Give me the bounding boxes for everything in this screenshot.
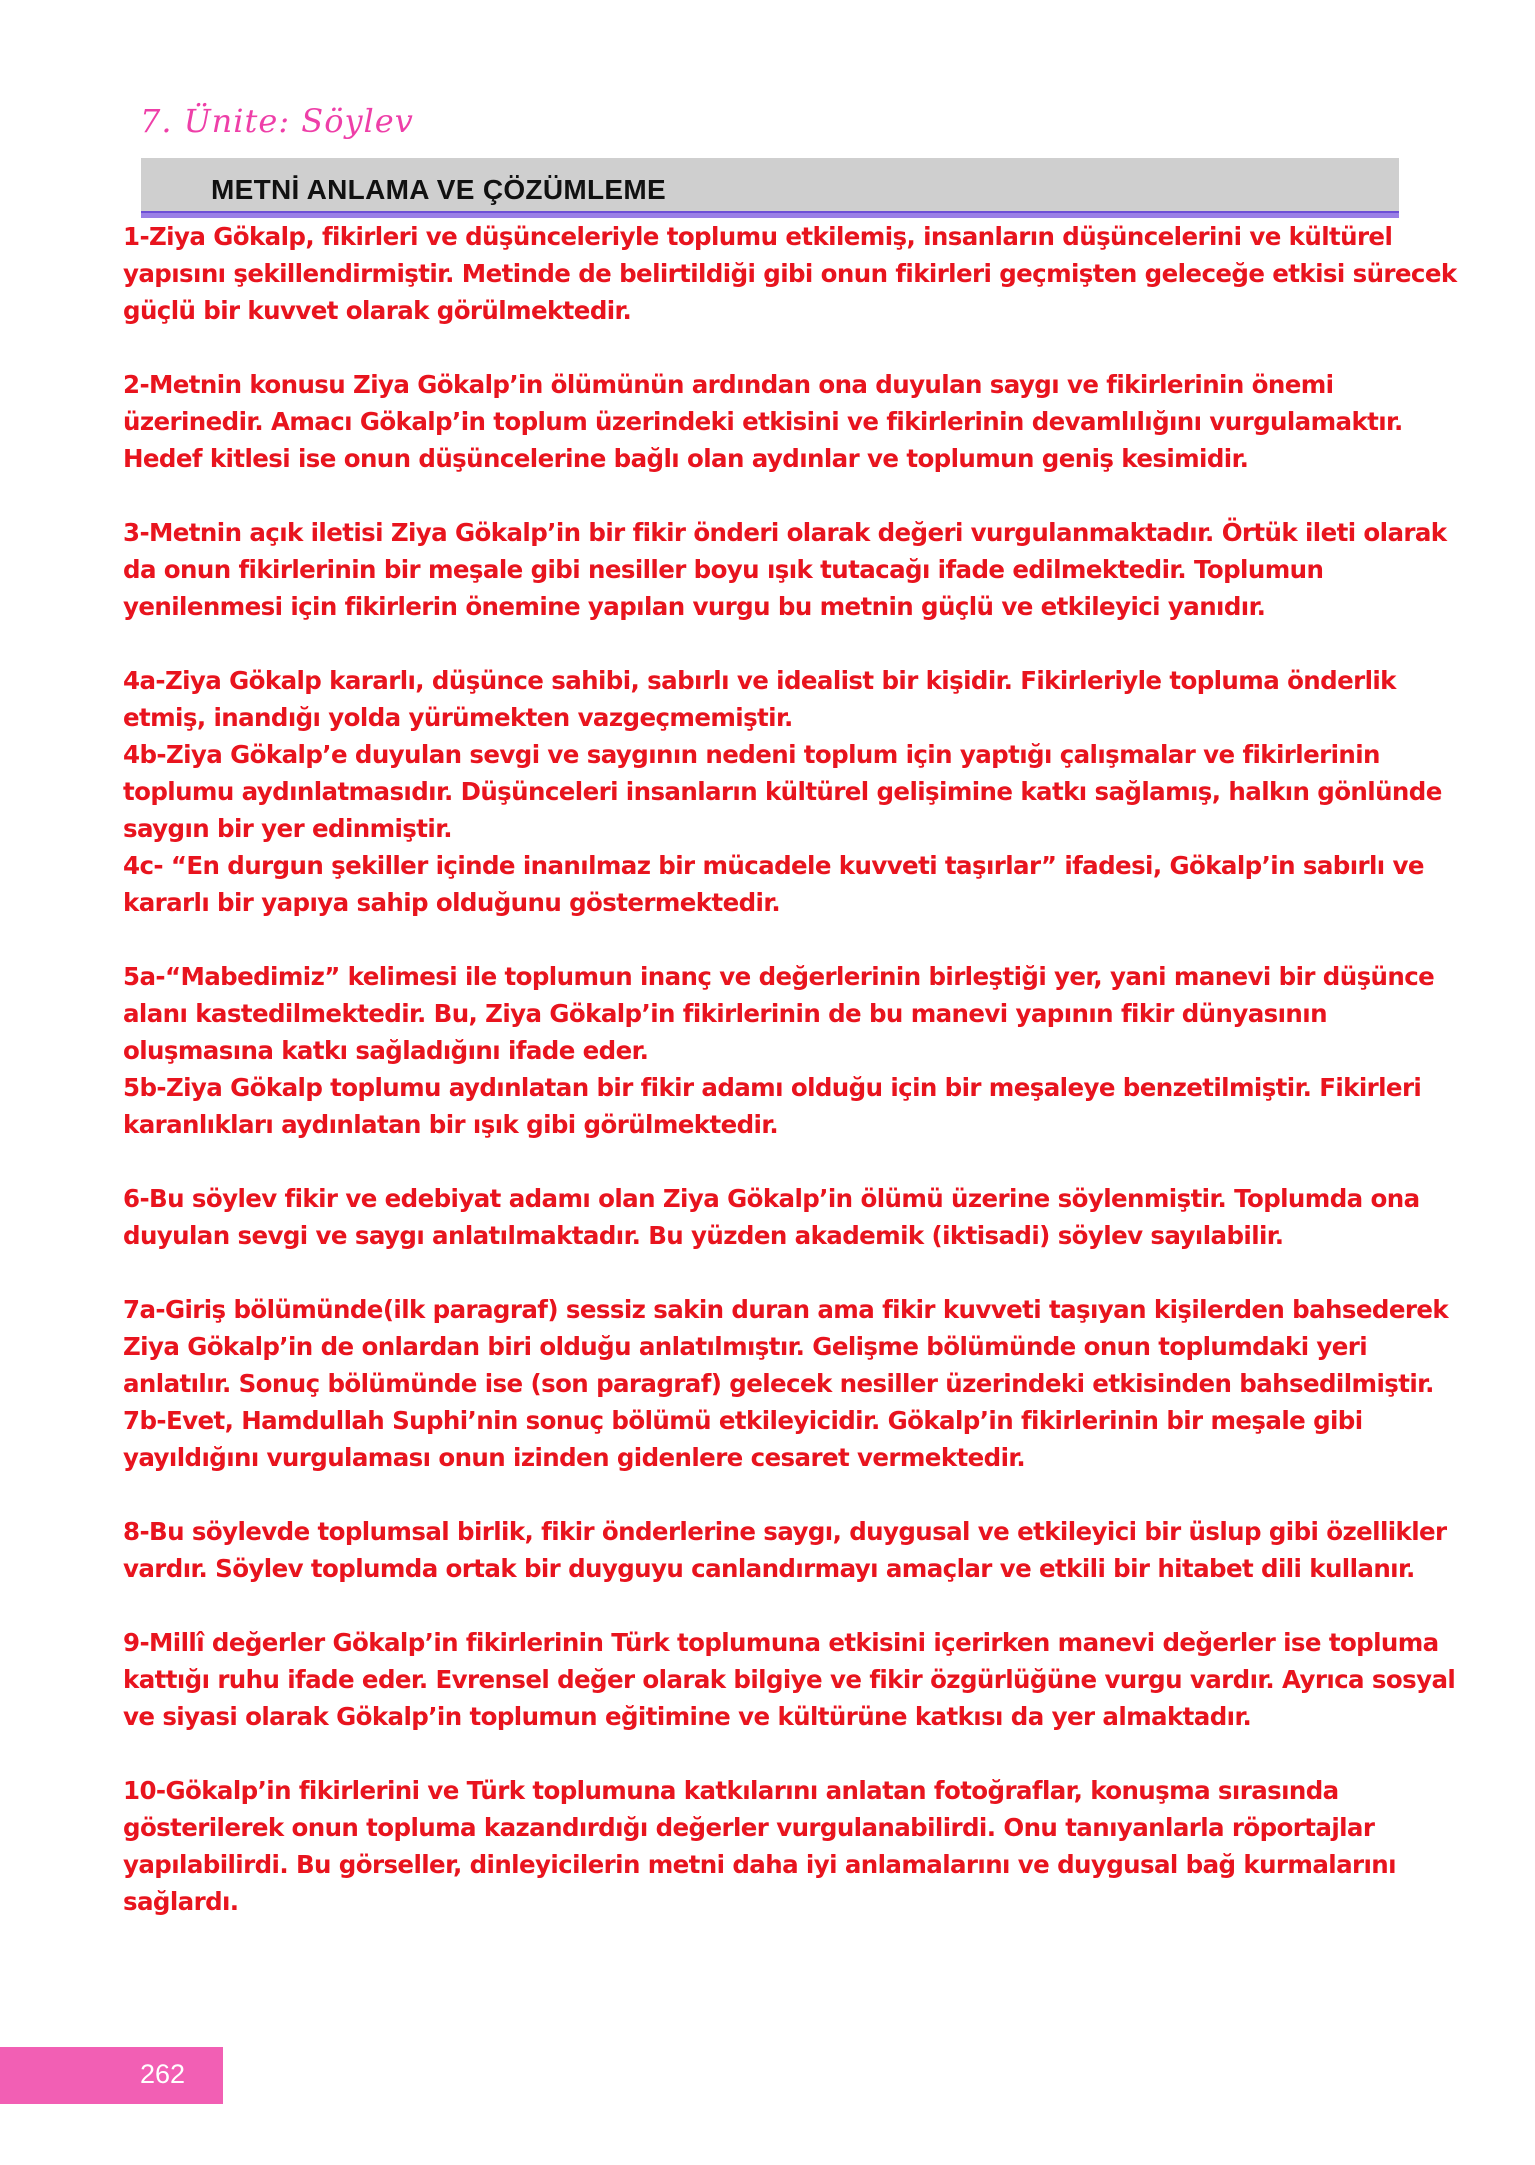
answer-paragraph-5a: 5a-“Mabedimiz” kelimesi ile toplumun inanç ve değerlerinin birleştiği yer, yani manevi bir düşünce alanı kastedilmektedir. Bu, Ziya Gökalp’in fikirlerinin de bu manevi yapının fikir dünyasının oluşmasına katkı sağladığını ifade eder. — [123, 962, 1435, 1065]
answer-paragraph-4c: 4c- “En durgun şekiller içinde inanılmaz bir mücadele kuvveti taşırlar” ifadesi, Gökalp’in sabırlı ve kararlı bir yapıya sahip olduğunu göstermektedir. — [123, 851, 1424, 917]
answer-paragraph-1: 1-Ziya Gökalp, fikirleri ve düşünceleriyle toplumu etkilemiş, insanların düşüncelerini ve kültürel yapısını şekillendirmiştir. Metinde de belirtildiği gibi onun fikirleri geçmişten geleceğe etkisi sürecek güçlü bir kuvvet olarak görülmektedir. — [123, 222, 1457, 325]
paragraph-gap — [123, 921, 1468, 958]
section-title: METNİ ANLAMA VE ÇÖZÜMLEME — [211, 174, 666, 205]
answer-paragraph-4b: 4b-Ziya Gökalp’e duyulan sevgi ve saygının nedeni toplum için yaptığı çalışmalar ve fikirlerinin toplumu aydınlatmasıdır. Düşünceleri insanların kültürel gelişimine katkı sağlamış, halkın gönlünde saygın bir yer edinmiştir. — [123, 740, 1442, 843]
paragraph-gap — [123, 1254, 1468, 1291]
answers-content — [123, 218, 1468, 1920]
answer-paragraph-4a: 4a-Ziya Gökalp kararlı, düşünce sahibi, sabırlı ve idealist bir kişidir. Fikirleriyle topluma önderlik etmiş, inandığı yolda yürümekten vazgeçmemiştir. — [123, 666, 1396, 732]
paragraph-gap — [123, 477, 1468, 514]
paragraph-gap — [123, 329, 1468, 366]
paragraph-gap — [123, 1143, 1468, 1180]
answer-paragraph-10: 10-Gökalp’in fikirlerini ve Türk toplumuna katkılarını anlatan fotoğraflar, konuşma sırasında gösterilerek onun topluma kazandırdığı değerler vurgulanabilirdi. Onu tanıyanlarla röportajlar yapılabilirdi. Bu görseller, dinleyicilerin metni daha iyi anlamalarını ve duygusal bağ kurmalarını sağlardı. — [123, 1776, 1396, 1916]
answer-paragraph-5b: 5b-Ziya Gökalp toplumu aydınlatan bir fikir adamı olduğu için bir meşaleye benzetilmiştir. Fikirleri karanlıkları aydınlatan bir ışık gibi görülmektedir. — [123, 1073, 1422, 1139]
page-number: 262 — [140, 2059, 186, 2089]
page-number-badge — [0, 2047, 223, 2104]
paragraph-gap — [123, 625, 1468, 662]
answer-paragraph-9: 9-Millî değerler Gökalp’in fikirlerinin Türk toplumuna etkisini içerirken manevi değerler ise topluma kattığı ruhu ifade eder. Evrensel değer olarak bilgiye ve fikir özgürlüğüne vurgu vardır. Ayrıca sosyal ve siyasi olarak Gökalp’in toplumun eğitimine ve kültürüne katkısı da yer almaktadır. — [123, 1628, 1456, 1731]
unit-title: 7. Ünite: Söylev — [140, 102, 414, 140]
answer-paragraph-2: 2-Metnin konusu Ziya Gökalp’in ölümünün ardından ona duyulan saygı ve fikirlerinin önemi üzerinedir. Amacı Gökalp’in toplum üzerindeki etkisini ve fikirlerinin devamlılığını vurgulamaktır. Hedef kitlesi ise onun düşüncelerine bağlı olan aydınlar ve toplumun geniş kesimidir. — [123, 370, 1403, 473]
paragraph-gap — [123, 1587, 1468, 1624]
paragraph-gap — [123, 1476, 1468, 1513]
answer-paragraph-3: 3-Metnin açık iletisi Ziya Gökalp’in bir fikir önderi olarak değeri vurgulanmaktadır. Örtük ileti olarak da onun fikirlerinin bir meşale gibi nesiller boyu ışık tutacağı ifade edilmektedir. Toplumun yenilenmesi için fikirlerin önemine yapılan vurgu bu metnin güçlü ve etkileyici yanıdır. — [123, 518, 1447, 621]
answer-paragraph-6: 6-Bu söylev fikir ve edebiyat adamı olan Ziya Gökalp’in ölümü üzerine söylenmiştir. Toplumda ona duyulan sevgi ve saygı anlatılmaktadır. Bu yüzden akademik (iktisadi) söylev sayılabilir. — [123, 1184, 1420, 1250]
paragraph-gap — [123, 1735, 1468, 1772]
section-header-band — [141, 158, 1399, 218]
section-underline — [141, 211, 1399, 213]
answer-paragraph-7a: 7a-Giriş bölümünde(ilk paragraf) sessiz sakin duran ama fikir kuvveti taşıyan kişilerden bahsederek Ziya Gökalp’in de onlardan biri olduğu anlatılmıştır. Gelişme bölümünde onun toplumdaki yeri anlatılır. Sonuç bölümünde ise (son paragraf) gelecek nesiller üzerindeki etkisinden bahsedilmiştir. — [123, 1295, 1449, 1398]
answer-paragraph-8: 8-Bu söylevde toplumsal birlik, fikir önderlerine saygı, duygusal ve etkileyici bir üslup gibi özellikler vardır. Söylev toplumda ortak bir duyguyu canlandırmayı amaçlar ve etkili bir hitabet dili kullanır. — [123, 1517, 1447, 1583]
answer-paragraph-7b: 7b-Evet, Hamdullah Suphi’nin sonuç bölümü etkileyicidir. Gökalp’in fikirlerinin bir meşale gibi yayıldığını vurgulaması onun izinden gidenlere cesaret vermektedir. — [123, 1406, 1363, 1472]
